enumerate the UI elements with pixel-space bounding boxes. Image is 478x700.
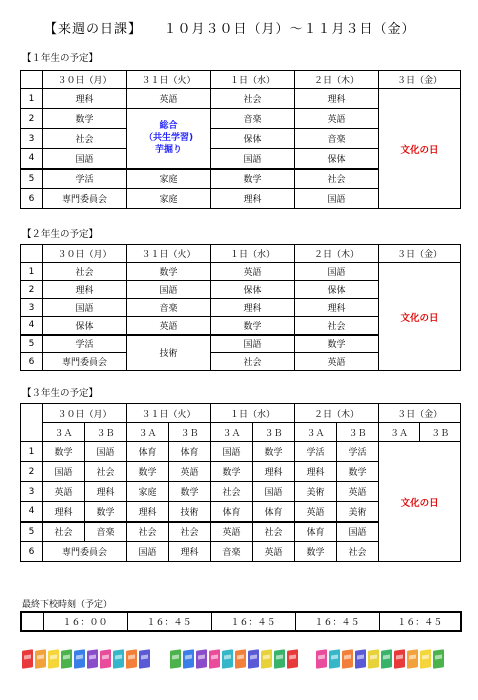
- class-cell: 理科: [127, 502, 169, 522]
- day-header: ３０日（月）: [43, 71, 127, 89]
- grade2-schedule-table: [20, 244, 461, 371]
- book-icon: [48, 649, 59, 669]
- class-cell: 社会: [337, 542, 379, 562]
- book-icon: [420, 649, 431, 669]
- dismissal-time: １６：４５: [379, 612, 461, 631]
- class-cell: 理科: [85, 482, 127, 502]
- class-cell: 英語: [211, 263, 295, 281]
- class-cell: 国語: [295, 189, 379, 209]
- class-cell: 英語: [169, 462, 211, 482]
- class-cell: 保体: [211, 281, 295, 299]
- day-header: ３０日（月）: [43, 404, 127, 423]
- class-cell: 音楽: [211, 542, 253, 562]
- class-cell: 数学: [337, 462, 379, 482]
- class-cell: 数学: [43, 442, 85, 462]
- period-number: 5: [21, 335, 43, 353]
- day-header: ３１日（火）: [127, 404, 211, 423]
- class-cell: 英語: [253, 542, 295, 562]
- class-cell: 学活: [337, 442, 379, 462]
- period-number: 3: [21, 482, 43, 502]
- class-cell: 英語: [211, 522, 253, 542]
- class-cell: 社会: [211, 89, 295, 109]
- class-cell: 学活: [43, 335, 127, 353]
- dismissal-time-table: [20, 611, 462, 632]
- class-cell: 理科: [43, 502, 85, 522]
- book-icon: [248, 649, 259, 669]
- grade1-schedule-table: [20, 70, 461, 209]
- book-icon: [113, 649, 124, 669]
- book-icon: [183, 649, 194, 669]
- corner-cell: [21, 612, 43, 631]
- book-icon: [139, 649, 150, 669]
- class-cell: 体育: [253, 502, 295, 522]
- class-cell: 数学: [43, 109, 127, 129]
- grade2-label: 【２年生の予定】: [22, 229, 99, 240]
- day-header: ３日（金）: [379, 404, 461, 423]
- class-cell: 理科: [169, 542, 211, 562]
- class-cell: 理科: [253, 462, 295, 482]
- grade1-label: 【１年生の予定】: [22, 53, 99, 64]
- book-icon: [61, 649, 72, 669]
- class-cell: 理科: [295, 462, 337, 482]
- book-icon: [433, 649, 444, 669]
- class-cell: 理科: [211, 189, 295, 209]
- class-cell: 体育: [211, 502, 253, 522]
- book-icon: [209, 649, 220, 669]
- class-cell: 保体: [295, 149, 379, 169]
- class-cell: 音楽: [85, 522, 127, 542]
- class-cell: 国語: [43, 299, 127, 317]
- book-icon: [222, 649, 233, 669]
- period-number: 4: [21, 502, 43, 522]
- class-cell: 社会: [85, 462, 127, 482]
- class-cell: 体育: [127, 442, 169, 462]
- corner-cell: [21, 71, 43, 89]
- page-title: 【来週の日課】 １０月３０日（月）～１１月３日（金）: [44, 22, 416, 37]
- merged-class-cell: [127, 109, 211, 169]
- dismissal-time: １６：４５: [295, 612, 379, 631]
- period-number: 5: [21, 522, 43, 542]
- book-icon: [316, 649, 327, 669]
- class-cell: 社会: [127, 522, 169, 542]
- book-icon: [407, 649, 418, 669]
- book-icon: [261, 649, 272, 669]
- class-header: ３Ａ: [379, 423, 420, 442]
- class-cell: 国語: [337, 522, 379, 542]
- class-cell: 国語: [43, 462, 85, 482]
- class-cell: 社会: [211, 353, 295, 371]
- period-number: 6: [21, 353, 43, 371]
- day-header: ２日（木）: [295, 404, 379, 423]
- class-cell: 国語: [43, 149, 127, 169]
- day-header: ３日（金）: [379, 71, 461, 89]
- class-cell: 理科: [295, 299, 379, 317]
- period-number: 3: [21, 299, 43, 317]
- class-cell: 音楽: [295, 129, 379, 149]
- holiday-cell: 文化の日: [379, 263, 461, 371]
- class-header: ３Ｂ: [420, 423, 461, 442]
- class-cell: 保体: [43, 317, 127, 335]
- class-cell: 美術: [295, 482, 337, 502]
- class-cell: 理科: [211, 299, 295, 317]
- class-cell: 英語: [337, 482, 379, 502]
- class-header: ３Ｂ: [253, 423, 295, 442]
- class-cell: 家庭: [127, 169, 211, 189]
- class-cell: 社会: [43, 263, 127, 281]
- class-cell: 専門委員会: [43, 189, 127, 209]
- class-cell: 社会: [295, 317, 379, 335]
- class-header: ３Ｂ: [85, 423, 127, 442]
- grade3-schedule-table: [20, 403, 461, 562]
- class-cell: 理科: [43, 281, 127, 299]
- class-cell: 理科: [295, 89, 379, 109]
- class-cell: 学活: [295, 442, 337, 462]
- period-number: 3: [21, 129, 43, 149]
- books-decoration-icon: [170, 650, 298, 672]
- class-header: ３Ａ: [127, 423, 169, 442]
- books-decoration-icon: [22, 650, 150, 672]
- book-icon: [287, 649, 298, 669]
- books-decoration-icon: [316, 650, 444, 672]
- day-header: １日（水）: [211, 71, 295, 89]
- period-number: 2: [21, 462, 43, 482]
- class-cell: 国語: [295, 263, 379, 281]
- class-cell: 国語: [85, 442, 127, 462]
- class-header: ３Ｂ: [169, 423, 211, 442]
- book-icon: [170, 649, 181, 669]
- day-header: ２日（木）: [295, 71, 379, 89]
- class-cell: 英語: [295, 502, 337, 522]
- period-number: 2: [21, 281, 43, 299]
- class-cell: 英語: [127, 317, 211, 335]
- day-header: １日（水）: [211, 245, 295, 263]
- class-cell: 数学: [295, 335, 379, 353]
- class-cell: 数学: [127, 263, 211, 281]
- corner-cell: [21, 245, 43, 263]
- period-number: 1: [21, 263, 43, 281]
- book-icon: [355, 649, 366, 669]
- class-cell: 家庭: [127, 482, 169, 502]
- class-cell: 英語: [43, 482, 85, 502]
- class-cell: 保体: [211, 129, 295, 149]
- holiday-cell: 文化の日: [379, 89, 461, 209]
- book-icon: [342, 649, 353, 669]
- class-cell: 国語: [211, 442, 253, 462]
- dismissal-time: １６：４５: [211, 612, 295, 631]
- day-header: ２日（木）: [295, 245, 379, 263]
- class-cell: 専門委員会: [43, 353, 127, 371]
- merged-class-cell: 技術: [127, 335, 211, 371]
- class-cell: 体育: [295, 522, 337, 542]
- class-cell: 国語: [127, 281, 211, 299]
- merged-line: 総合: [159, 121, 178, 132]
- class-cell: 社会: [211, 482, 253, 502]
- class-header: ３Ａ: [295, 423, 337, 442]
- period-number: 6: [21, 542, 43, 562]
- class-cell: 国語: [211, 335, 295, 353]
- class-header: ３Ａ: [43, 423, 85, 442]
- dismissal-time: １６：４５: [127, 612, 211, 631]
- book-icon: [381, 649, 392, 669]
- class-cell: 社会: [169, 522, 211, 542]
- book-icon: [74, 649, 85, 669]
- book-icon: [100, 649, 111, 669]
- class-cell: 音楽: [127, 299, 211, 317]
- class-cell: 保体: [295, 281, 379, 299]
- class-cell: 社会: [43, 129, 127, 149]
- class-cell: 数学: [211, 462, 253, 482]
- class-cell: 社会: [43, 522, 85, 542]
- merged-class-cell: 専門委員会: [43, 542, 127, 562]
- class-cell: 国語: [127, 542, 169, 562]
- day-header: ３日（金）: [379, 245, 461, 263]
- period-number: 4: [21, 317, 43, 335]
- book-icon: [35, 649, 46, 669]
- book-icon: [87, 649, 98, 669]
- book-icon: [368, 649, 379, 669]
- book-icon: [235, 649, 246, 669]
- class-cell: 社会: [253, 522, 295, 542]
- class-cell: 音楽: [211, 109, 295, 129]
- book-icon: [329, 649, 340, 669]
- day-header: ３１日（火）: [127, 71, 211, 89]
- class-cell: 英語: [295, 353, 379, 371]
- class-cell: 国語: [211, 149, 295, 169]
- period-number: 6: [21, 189, 43, 209]
- class-cell: 数学: [211, 169, 295, 189]
- class-cell: 数学: [211, 317, 295, 335]
- class-cell: 理科: [43, 89, 127, 109]
- class-cell: 数学: [295, 542, 337, 562]
- book-icon: [126, 649, 137, 669]
- dismissal-time-label: 最終下校時刻（予定）: [22, 600, 113, 610]
- period-number: 1: [21, 89, 43, 109]
- corner-cell: [21, 404, 43, 442]
- period-number: 5: [21, 169, 43, 189]
- day-header: １日（水）: [211, 404, 295, 423]
- class-header: ３Ｂ: [337, 423, 379, 442]
- class-header: ３Ａ: [211, 423, 253, 442]
- class-cell: 社会: [295, 169, 379, 189]
- class-cell: 英語: [127, 89, 211, 109]
- class-cell: 数学: [127, 462, 169, 482]
- class-cell: 家庭: [127, 189, 211, 209]
- merged-line: 芋掘り: [154, 145, 182, 156]
- class-cell: 美術: [337, 502, 379, 522]
- merged-line: （共生学習): [143, 133, 194, 144]
- class-cell: 国語: [253, 482, 295, 502]
- class-cell: 数学: [169, 482, 211, 502]
- class-cell: 数学: [253, 442, 295, 462]
- grade3-label: 【３年生の予定】: [22, 388, 99, 399]
- book-icon: [22, 649, 33, 669]
- class-cell: 体育: [169, 442, 211, 462]
- period-number: 1: [21, 442, 43, 462]
- class-cell: 数学: [85, 502, 127, 522]
- book-icon: [274, 649, 285, 669]
- class-cell: 英語: [295, 109, 379, 129]
- holiday-cell: 文化の日: [379, 442, 461, 562]
- book-icon: [394, 649, 405, 669]
- class-cell: 学活: [43, 169, 127, 189]
- dismissal-time: １６：００: [43, 612, 127, 631]
- day-header: ３０日（月）: [43, 245, 127, 263]
- class-cell: 技術: [169, 502, 211, 522]
- period-number: 4: [21, 149, 43, 169]
- book-icon: [196, 649, 207, 669]
- day-header: ３１日（火）: [127, 245, 211, 263]
- period-number: 2: [21, 109, 43, 129]
